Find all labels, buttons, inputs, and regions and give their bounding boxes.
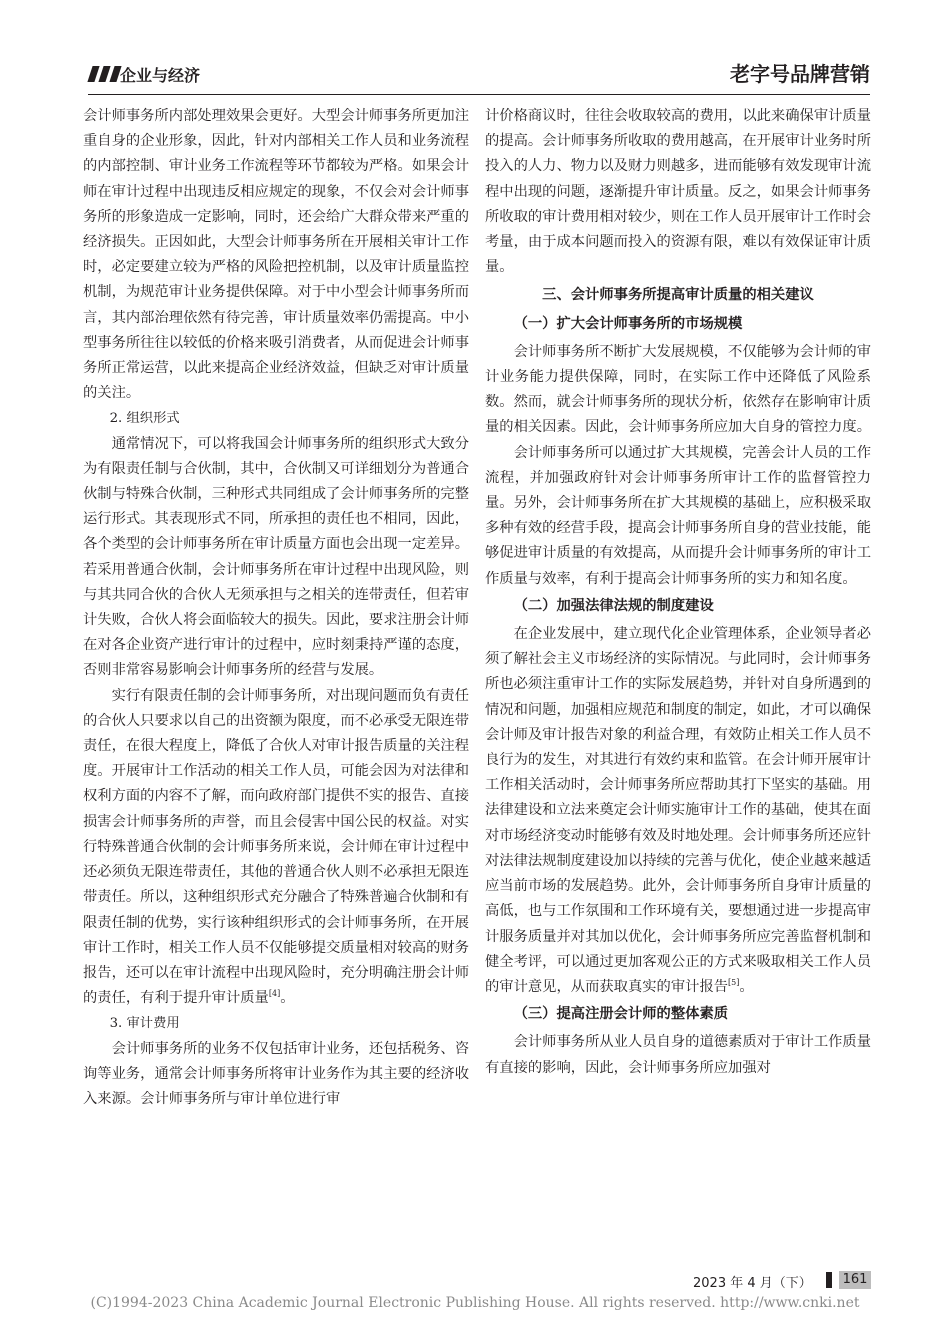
header-section-title: 企业与经济 [120,66,201,85]
paragraph-end: 。 [280,990,295,1007]
paragraph: 会计师事务所的业务不仅包括审计业务，还包括税务、咨询等业务，通常会计师事务所将审计业务作为其主要的经济收入来源。会计师事务所与审计单位进行审 [83,1040,470,1107]
citation-5[interactable]: [5] [728,978,740,988]
paragraph [83,684,469,1012]
paragraph: 通常情况下，可以将我国会计师事务所的组织形式大致分为有限责任制与合伙制，其中，合伙制又可详细划分为普通合伙制与特殊合伙制，三种形式共同组成了会计师事务所的完整运行形式。其表现形式不同，所承担的责任也不相同，因此，各个类型的会计师事务所在审计质量方面也会出现一定差异。若采用普通合伙制，会计师事务所在审计过程中出现风险，则与其共同合伙的合伙人无须承担与之相关的连带责任，但若审计失败，合伙人将会面临较大的损失。因此，要求注册会计师在对各企业资产进行审计的过程中，应时刻秉持严谨的态度，否则非常容易影响会计师事务所的经营与发展。 [83,435,470,679]
subheading-organization: 2. 组织形式 [109,411,180,427]
right-column [485,104,871,1081]
citation-4[interactable]: [4] [268,989,281,999]
paragraph [485,622,871,1000]
journal-logo-icon [88,66,122,82]
paragraph-end: 。 [739,978,754,995]
subheading-audit-fee: 3. 审计费用 [109,1016,180,1032]
paragraph: 会计师事务所从业人员自身的道德素质对于审计工作质量有直接的影响，因此，会计师事务所应加强对 [485,1034,872,1076]
footer-divider-bar [826,1272,832,1288]
paragraph: 会计师事务所内部处理效果会更好。大型会计师事务所更加注重自身的企业形象，因此，针对内部相关工作人员和业务流程的内部控制、审计业务工作流程等环节都较为严格。如果会计师在审计过程中出现违反相应规定的现象，不仅会对会计师事务所的形象造成一定影响，同时，还会给广大群众带来严重的经济损失。正因如此，大型会计师事务所在开展相关审计工作时，必定要建立较为严格的风险把控机制，以及审计质量监控机制，为规范审计业务提供保障。对于中小型会计师事务所而言，其内部治理依然有待完善，审计质量效率仍需提高。中小型事务所往往以较低的价格来吸引消费者，从而促进会计师事务所正常运营，以此来提高企业经济效益，但缺乏对审计质量的关注。 [83,108,470,402]
header-divider [88,94,870,95]
paragraph-text: 在企业发展中，建立现代化企业管理体系，企业领导者必须了解社会主义市场经济的实际情况。与此同时，会计师事务所也必须注重审计工作的实际发展趋势，并针对自身所遇到的情况和问题，加强相应规范和制度的制定，如此，才可以确保会计师及审计报告对象的利益合理，有效防止相关工作人员不良行为的发生，对其进行有效约束和监管。在会计师开展审计工作相关活动时，会计师事务所应帮助其打下坚实的基础。用法律建设和立法来奠定会计师实施审计工作的基础，使其在面对市场经济变动时能够有效及时地处理。会计师事务所还应针对法律法规制度建设加以持续的完善与优化，使企业越来越适应当前市场的发展趋势。此外，会计师事务所自身审计质量的高低，也与工作氛围和工作环境有关，要想通过进一步提高审计服务质量并对其加以优化，会计师事务所应完善监督机制和健全考评，可以通过更加客观公正的方式来吸取相关工作人员的审计意见，从而获取真实的审计报告 [485,626,872,995]
issue-date: 2023 年 4 月（下） [693,1276,812,1291]
copyright-notice: (C)1994-2023 China Academic Journal Electronic Publishing House. All rights reserved. http://www.cnki.net [90,1295,860,1311]
page-number: 161 [839,1271,871,1289]
section-heading-3: 三、会计师事务所提高审计质量的相关建议 [542,287,814,304]
paragraph-text: 实行有限责任制的会计师事务所，对出现问题而负有责任的合伙人只要求以自己的出资额为限度，而不必承受无限连带责任，在很大程度上，降低了合伙人对审计报告质量的关注程度。开展审计工作活动的相关工作人员，可能会因为对法律和权利方面的内容不了解，而向政府部门提供不实的报告、直接损害会计师事务所的声誉，而且会侵害中国公民的权益。对实行特殊普通合伙制的会计师事务所来说，会计师在审计过程中还必须负无限连带责任，其他的普通合伙人则不必承担无限连带责任。所以，这种组织形式充分融合了特殊普遍合伙制和有限责任制的优势，实行该种组织形式的会计师事务所，在开展审计工作时，相关工作人员不仅能够提交质量相对较高的财务报告，还可以在审计流程中出现风险时，充分明确注册会计师的责任，有利于提升审计质量 [83,687,470,1007]
left-column [83,104,469,1112]
paragraph: 会计师事务所可以通过扩大其规模，完善会计人员的工作流程，并加强政府针对会计师事务所审计工作的监督管控力量。另外，会计师事务所在扩大其规模的基础上，应积极采取多种有效的经营手段，提高会计师事务所自身的营业技能，能够促进审计质量的有效提高，从而提升会计师事务所的审计工作质量与效率，有利于提高会计师事务所的实力和知名度。 [485,444,872,587]
page-header [88,58,870,92]
subsection-heading-quality: （三）提高注册会计师的整体素质 [513,1006,729,1023]
subsection-heading-scale: （一）扩大会计师事务所的市场规模 [513,315,743,332]
header-brand-title: 老字号品牌营销 [730,62,870,86]
paragraph: 会计师事务所不断扩大发展规模，不仅能够为会计师的审计业务能力提供保障，同时，在实际工作中还降低了风险系数。然而，就会计师事务所的现状分析，依然存在影响审计质量的相关因素。因此，会计师事务所应加大自身的管控力度。 [485,343,872,436]
subsection-heading-law: （二）加强法律法规的制度建设 [513,597,714,614]
paragraph: 计价格商议时，往往会收取较高的费用，以此来确保审计质量的提高。会计师事务所收取的费用越高，在开展审计业务时所投入的人力、物力以及财力则越多，进而能够有效发现审计流程中出现的问题，逐渐提升审计质量。反之，如果会计师事务所收取的审计费用相对较少，则在工作人员开展审计工作时会考量，由于成本问题而投入的资源有限，难以有效保证审计质量。 [485,108,872,276]
